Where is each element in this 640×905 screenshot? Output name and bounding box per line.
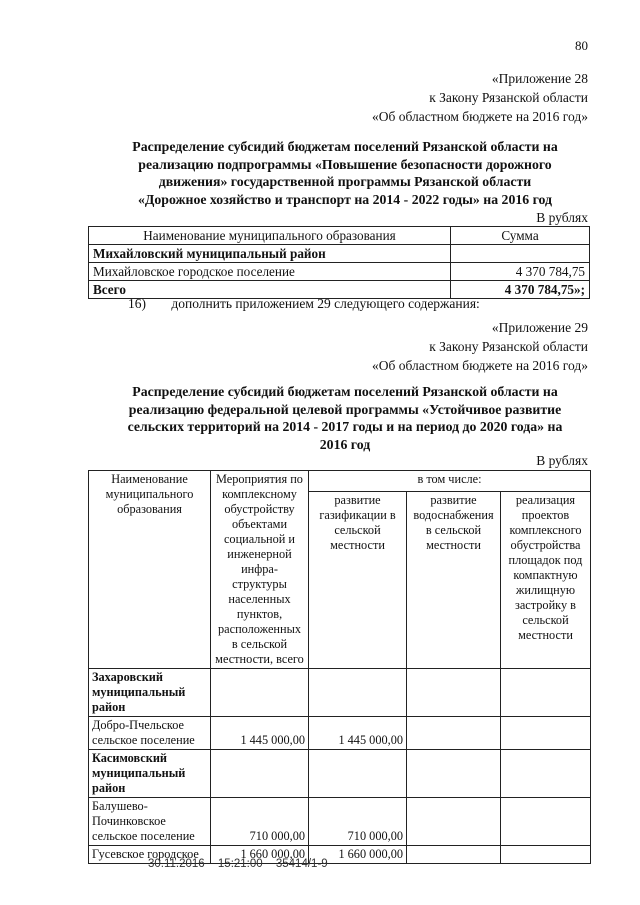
total-cell: 710 000,00 (211, 798, 309, 846)
water-cell (407, 750, 501, 798)
water-cell (407, 669, 501, 717)
rural-development-subsidy-table (88, 470, 591, 864)
amendment-item-16 (128, 296, 480, 312)
total-cell: 1 660 000,00 (211, 846, 309, 864)
projects-cell (501, 750, 591, 798)
water-cell (407, 717, 501, 750)
gas-cell: 710 000,00 (309, 798, 407, 846)
appendix-line: «Приложение 28 (491, 71, 588, 86)
appendix-line: к Закону Рязанской области (429, 90, 588, 105)
heading-line: сельских территорий на 2014 - 2017 годы и на период до 2020 года» на (127, 419, 563, 434)
heading-line: Распределение субсидий бюджетам поселений Рязанской области на (132, 384, 558, 399)
district-name: Михайловский муниципальный район (89, 245, 451, 263)
column-header-gasification: развитие газификации в сельской местности (309, 491, 407, 668)
page-number: 80 (575, 38, 588, 53)
total-label: Всего (89, 281, 451, 299)
gas-cell (309, 669, 407, 717)
heading-line: движения» государственной программы Рязанской области (158, 174, 532, 189)
heading-line: реализацию подпрограммы «Повышение безопасности дорожного (138, 156, 552, 172)
gas-cell (309, 750, 407, 798)
total-cell: 1 445 000,00 (211, 717, 309, 750)
gas-cell: 1 660 000,00 (309, 846, 407, 864)
sum-cell: 4 370 784,75 (451, 263, 590, 281)
currency-unit-label: В рублях (536, 210, 588, 225)
currency-unit-label: В рублях (536, 453, 588, 468)
column-header-projects: реализация проектов комплексного обустройства площадок под компактную жилищную застройку в сельской местности (501, 491, 591, 668)
road-safety-subsidy-table (88, 226, 590, 299)
column-header-name: Наименование муниципального образования (89, 471, 211, 669)
appendix-line: «Об областном бюджете на 2016 год» (372, 109, 588, 124)
appendix-line: «Приложение 29 (491, 320, 588, 335)
settlement-name: Гусевское городское (89, 846, 211, 864)
appendix-line: к Закону Рязанской области (429, 339, 588, 354)
water-cell (407, 846, 501, 864)
appendix-line: «Об областном бюджете на 2016 год» (372, 358, 588, 373)
column-header-total: Мероприятия по комплексному обустройству объектами социальной и инженерной инфра-структуры населенных пунктов, расположенных в сельской местности, всего (211, 471, 309, 669)
heading-line: реализацию федеральной целевой программы «Устойчивое развитие (128, 401, 562, 417)
sum-cell (451, 245, 590, 263)
total-cell (211, 750, 309, 798)
projects-cell (501, 846, 591, 864)
table-row (89, 717, 591, 750)
appendix-29-reference (372, 318, 588, 375)
table-row (89, 750, 591, 798)
table-row (89, 669, 591, 717)
heading-road-safety-subsidies (90, 138, 600, 208)
column-header-sum: Сумма (451, 227, 590, 245)
footer-document-code: 35414/1-9 (275, 858, 328, 870)
heading-line: «Дорожное хозяйство и транспорт на 2014 - 2022 годы» на 2016 год (137, 191, 553, 207)
appendix-28-reference (372, 69, 588, 126)
total-sum: 4 370 784,75»; (451, 281, 590, 299)
column-header-group: в том числе: (309, 471, 591, 492)
item-number: 16) (128, 296, 146, 311)
column-header-water-supply: развитие водоснабжения в сельской местности (407, 491, 501, 668)
total-cell (211, 669, 309, 717)
projects-cell (501, 717, 591, 750)
gas-cell: 1 445 000,00 (309, 717, 407, 750)
water-cell (407, 798, 501, 846)
heading-line: Распределение субсидий бюджетам поселений Рязанской области на (132, 139, 558, 154)
projects-cell (501, 669, 591, 717)
table-header-row (89, 471, 591, 492)
settlement-name: Добро-Пчельское сельское поселение (89, 717, 211, 750)
settlement-name: Балушево-Починковское сельское поселение (89, 798, 211, 846)
column-header-name: Наименование муниципального образования (89, 227, 451, 245)
table-row (89, 263, 590, 281)
district-name: Касимовский муниципальный район (89, 750, 211, 798)
table-header-row (89, 227, 590, 245)
district-name: Захаровский муниципальный район (89, 669, 211, 717)
heading-rural-development-subsidies (90, 383, 600, 453)
table-row (89, 245, 590, 263)
projects-cell (501, 798, 591, 846)
document-footer (148, 858, 328, 870)
heading-line: 2016 год (319, 436, 371, 452)
table-row (89, 798, 591, 846)
item-text: дополнить приложением 29 следующего содержания: (171, 296, 480, 311)
settlement-name: Михайловское городское поселение (89, 263, 451, 281)
footer-timestamp: 30.11.2016 15:21:00 (148, 858, 263, 870)
